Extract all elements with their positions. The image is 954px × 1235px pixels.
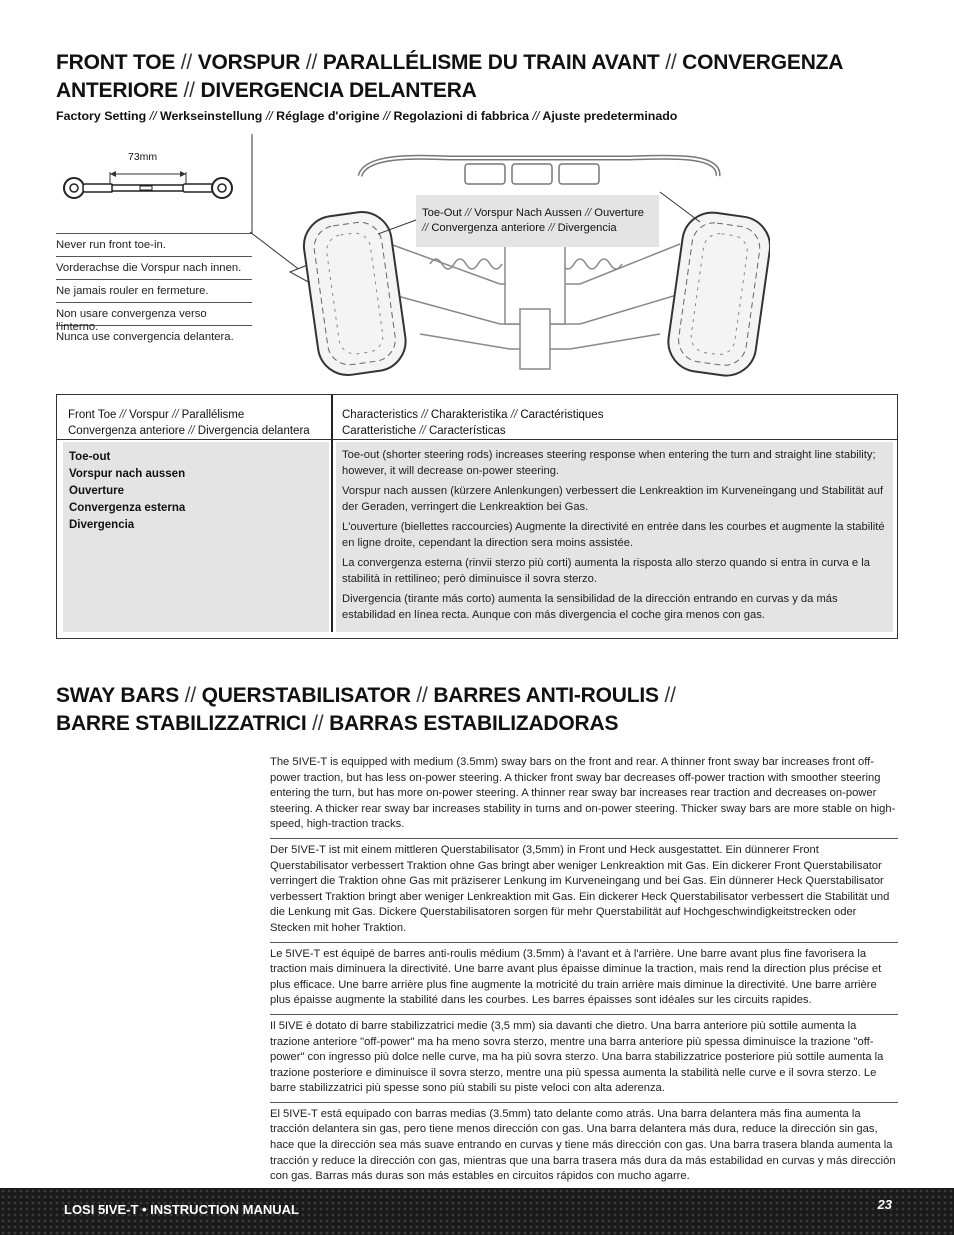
header-separator: // — [510, 409, 518, 421]
title-part: PARALLÉLISME DU TRAIN AVANT — [322, 51, 660, 74]
warning-en: Never run front toe-in. — [56, 233, 252, 256]
title-part: FRONT TOE — [56, 51, 176, 74]
callout-part: Toe-Out — [422, 207, 462, 219]
toe-characteristics-table — [56, 394, 898, 639]
title-part: BARRES ANTI-ROULIS — [433, 684, 659, 707]
characteristic-en: Toe-out (shorter steering rods) increases steering response when entering the turn and straight line stability; however, it will decrease on-power steering. — [342, 449, 876, 477]
subhead-part: Factory Setting — [56, 109, 147, 123]
warning-fr: Ne jamais rouler en fermeture. — [56, 279, 252, 302]
header-part: Características — [428, 425, 506, 437]
header-separator: // — [172, 409, 179, 421]
title-part: DIVERGENCIA DELANTERA — [200, 79, 477, 102]
title-separator: // — [183, 79, 195, 102]
callout-part: Ouverture — [594, 207, 645, 219]
title-separator: // — [416, 684, 428, 707]
header-part: Convergenza anteriore — [68, 425, 185, 437]
header-part: Characteristics — [342, 409, 419, 421]
title-separator: // — [664, 684, 676, 707]
title-part: VORSPUR — [197, 51, 301, 74]
title-separator: // — [665, 51, 677, 74]
callout-separator: // — [464, 207, 472, 219]
setting-item: Divergencia — [69, 519, 135, 531]
toe-warning-list — [56, 233, 252, 348]
table-header-right — [342, 407, 603, 439]
header-part: Parallélisme — [181, 409, 245, 421]
header-part: Divergencia delantera — [197, 425, 310, 437]
warning-de: Vorderachse die Vorspur nach innen. — [56, 256, 252, 279]
header-separator: // — [421, 409, 428, 421]
toe-out-callout — [416, 195, 659, 247]
page-number: 23 — [877, 1197, 892, 1212]
front-toe-title — [56, 50, 843, 76]
front-toe-title-line2 — [56, 78, 477, 104]
header-separator: // — [119, 409, 126, 421]
sway-bars-title-line2 — [56, 711, 618, 737]
subhead-separator: // — [149, 109, 157, 123]
sway-paragraph-fr: Le 5IVE-T est équipé de barres anti-roulis médium (3.5mm) à l'avant et à l'arrière. Une barre avant plus fine favorisera la traction mais diminuera la directivité. Une barre avant plus épaisse diminue la traction, mais rend la direction plus précise et plus efficace. Une barre arrière plus fine augmente la motricité du train arrière mais diminue la directivité. Une barre arrière plus épaisse augmente la stabilité dans les courbes. Les barres épaisses sont idéales sur les circuits rapides. — [270, 947, 898, 1015]
manual-title: LOSI 5IVE-T • INSTRUCTION MANUAL — [64, 1202, 299, 1217]
page-footer — [0, 1188, 954, 1235]
characteristic-it: La convergenza esterna (rinvii sterzo più corti) aumenta la risposta allo sterzo quando si entra in curva e la stabilità in rettilineo; però diminuisce il sovra sterzo. — [342, 557, 870, 586]
title-part: SWAY BARS — [56, 684, 180, 707]
sway-paragraph-de: Der 5IVE-T ist mit einem mittleren Querstabilisator (3,5mm) in Front und Heck ausgestattet. Ein dünnerer Front Querstabilisator verbessert Traktion ohne Gas bringt aber weniger Lenkreaktion mit Gas. Ein dickerer Front Querstabilisator verringert die Traktion ohne Gas mit präziserer Lenkung im Kurveneingang und bei Gas. Ein dünnerer Heck Querstabilisator verbessert Traktion bringt aber weniger Lenkreaktion mit Gas. Ein dickerer Heck Querstabilisator verbessert die Stabilität und die Lenkung mit Gas. Dickere Querstabilisatoren sorgen für mehr Querstabilität auf Hochgeschwindigkeitstrecken oder Stecken mit hoher Traktion. — [270, 843, 898, 943]
subhead-part: Ajuste predeterminado — [542, 109, 678, 123]
title-part: CONVERGENZA — [682, 51, 844, 74]
sway-bars-title — [56, 683, 676, 709]
setting-item: Ouverture — [69, 485, 124, 497]
subhead-part: Regolazioni di fabbrica — [393, 109, 530, 123]
title-separator: // — [180, 51, 193, 74]
warning-it: Non usare convergenza verso l'interno. — [56, 302, 252, 325]
sway-paragraph-it: Il 5IVE è dotato di barre stabilizzatrici medie (3,5 mm) sia davanti che dietro. Una barra anteriore più sottile aumenta la trazione anteriore "off-power" ma ha meno sovra sterzo, mentre una barra anteriore più spessa diminuisce la trazione "off-power" con ingresso più dolce nelle curve, ma ha più sovra sterzo. Una barra stabilizzatrice posteriore più sottile aumenta la trazione posteriore e diminuisce il sovra sterzo, mentre una più spessa aumenta la stabilità nelle curve e il sovra sterzo. Le barre stabilizzatrici più spesse sono più stabili su piste veloci con alta aderenza. — [270, 1019, 898, 1103]
header-part: Vorspur — [129, 409, 169, 421]
rod-length-label: 73mm — [128, 151, 158, 163]
header-part: Front Toe — [68, 409, 117, 421]
table-header-left — [68, 407, 310, 439]
steering-rod-illustration — [62, 166, 242, 212]
header-separator: // — [188, 425, 195, 437]
subhead-part: Réglage d'origine — [276, 109, 380, 123]
characteristic-de: Vorspur nach aussen (kürzere Anlenkungen) verbessert die Lenkreaktion im Kurveneingang und Stabilität auf der Geraden, verringert die Lenkreaktion bei Gas. — [342, 485, 884, 513]
subhead-separator: // — [265, 109, 273, 123]
setting-item: Vorspur nach aussen — [69, 468, 186, 480]
title-part: BARRAS ESTABILIZADORAS — [329, 712, 619, 735]
sway-paragraph-es: El 5IVE-T está equipado con barras medias (3.5mm) tato delante como atrás. Una barra delantera más fina aumenta la tracción delantera sin gas, pero tiene menos dirección con gas. Una barra delantera más dura, reduce la dirección sin gas, hace que la dirección sea más suave entrando en curvas y tiene más dirección con gas. Una barra trasera blanda aumenta la tracción y reduce la dirección con gas, mientras que una barra trasera más dura da más estabilidad en curvas y más dirección con gas. Barras más duras son más estables en circuitos rápidos con mucho agarre. — [270, 1107, 896, 1183]
front-chassis-illustration — [250, 134, 770, 380]
title-separator: // — [312, 712, 324, 735]
header-part: Charakteristika — [430, 409, 508, 421]
title-separator: // — [305, 51, 318, 74]
subhead-separator: // — [532, 109, 540, 123]
title-part: ANTERIORE — [56, 79, 178, 102]
callout-part: Vorspur Nach Aussen — [474, 207, 582, 219]
characteristic-es: Divergencia (tirante más corto) aumenta la sensibilidad de la dirección entrando en curvas y da más estabilidad en línea recta. Aunque con más divergencia el coche gira menos con gas. — [342, 593, 838, 622]
header-part: Caractéristiques — [520, 409, 604, 421]
table-cell-characteristics — [336, 442, 893, 632]
characteristic-fr: L'ouverture (biellettes raccourcies) Augmente la directivité en entrée dans les courbes et augmente la stabilité en ligne droite, cependant la direction sera moins assistée. — [342, 521, 885, 549]
title-separator: // — [184, 684, 196, 707]
warning-es: Nunca use convergencia delantera. — [56, 325, 252, 348]
table-header-rule — [57, 439, 897, 440]
header-separator: // — [419, 425, 426, 437]
title-part: BARRE STABILIZZATRICI — [56, 712, 307, 735]
sway-paragraph-en: The 5IVE-T is equipped with medium (3.5mm) sway bars on the front and rear. A thinner front sway bar increases front off-power traction, but has less on-power steering. A thicker front sway bar decreases off-power traction with smoother steering entering the turn, but has more on-power steering. A thinner rear sway bar increases rear traction and decreases on-power steering. A thicker rear sway bar increases stability in turns and on-power steering. Thicker sway bars are more stable on high-speed, high-traction tracks. — [270, 755, 898, 839]
subhead-part: Werkseinstellung — [160, 109, 263, 123]
setting-item: Toe-out — [69, 451, 111, 463]
setting-item: Convergenza esterna — [69, 502, 186, 514]
callout-separator: // — [422, 222, 429, 234]
header-part: Caratteristiche — [342, 425, 417, 437]
subhead-separator: // — [383, 109, 390, 123]
sway-bars-text — [270, 755, 898, 1194]
callout-separator: // — [584, 207, 592, 219]
callout-part: Divergencia — [557, 222, 617, 234]
title-part: QUERSTABILISATOR — [201, 684, 411, 707]
factory-setting-subhead — [56, 109, 677, 123]
table-cell-settings — [63, 442, 329, 632]
callout-separator: // — [548, 222, 555, 234]
callout-part: Convergenza anteriore — [431, 222, 546, 234]
table-divider — [331, 395, 333, 632]
